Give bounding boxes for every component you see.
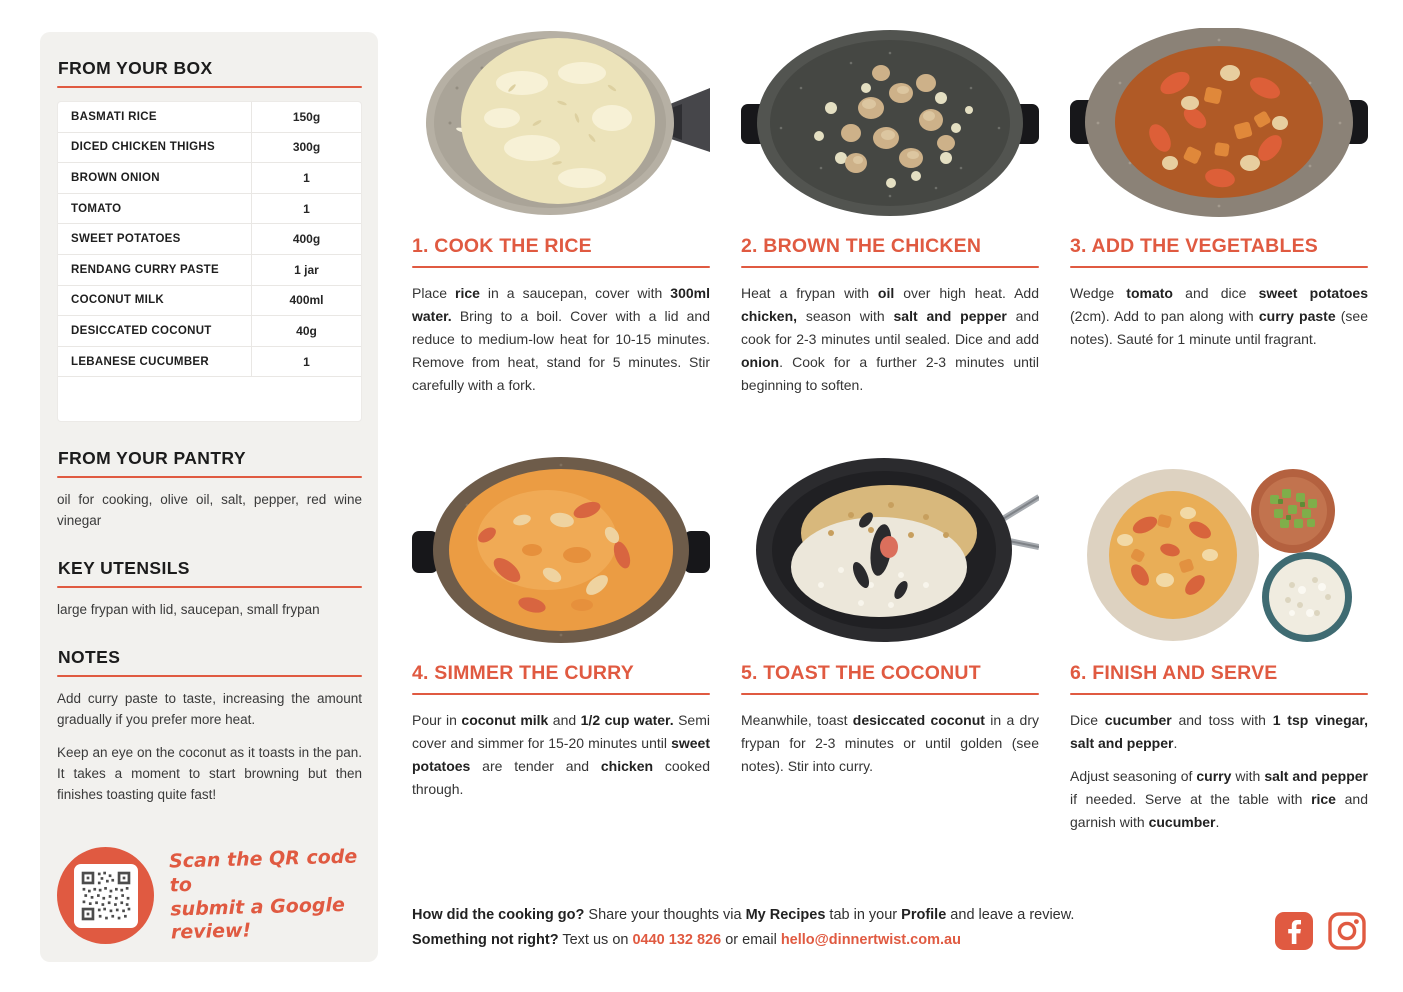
- text-segment: (2cm). Add to pan along with: [1070, 307, 1259, 324]
- text-segment: Dice: [1070, 712, 1105, 728]
- served-curry-bowls-photo: [1070, 455, 1368, 645]
- text-segment: season with: [797, 307, 894, 324]
- text-segment: tomato: [1126, 285, 1173, 301]
- text-segment: with: [1231, 767, 1265, 784]
- note-paragraph: Keep an eye on the coconut as it toasts in the pan. It takes a moment to start browning but then finishes toasting quite fast!: [57, 744, 362, 802]
- ingredient-name: DICED CHICKEN THIGHS: [71, 141, 216, 154]
- pot-curry-vegetables-photo: [1070, 28, 1368, 218]
- ingredient-name: COCONUT MILK: [71, 294, 165, 307]
- note-paragraph: Add curry paste to taste, increasing the amount gradually if you prefer more heat.: [57, 691, 362, 728]
- text-segment: .: [1173, 734, 1178, 751]
- section-rule: [57, 86, 362, 88]
- text-segment: and garnish with: [1070, 790, 1368, 830]
- notes-section: [57, 647, 362, 806]
- text-segment: Heat a frypan with: [741, 285, 878, 301]
- social-icons: [1274, 911, 1367, 951]
- text-segment: 1/2 cup water.: [580, 712, 674, 728]
- step-rule: [741, 693, 1039, 695]
- ingredient-row: [58, 102, 361, 133]
- ingredient-row: [58, 347, 361, 378]
- step-rule: [1070, 693, 1368, 695]
- text-segment: Meanwhile, toast: [741, 712, 853, 728]
- text-segment: cucumber: [1104, 712, 1172, 728]
- text-segment: Bring to a boil. Cover with a lid and reduce to medium-low heat for 10-15 minutes. Remove from heat, stand for 5 minutes. Stir carefully with a fork.: [412, 307, 710, 393]
- qr-text-line2: submit a Google review!: [170, 893, 346, 944]
- ingredient-qty: 1: [251, 347, 361, 377]
- step-5-title: 5. TOAST THE COCONUT: [741, 662, 981, 684]
- phone-link[interactable]: 0440 132 826: [632, 932, 722, 949]
- text-segment: over high heat. Add: [894, 285, 1039, 301]
- ingredient-row: [58, 133, 361, 164]
- text-segment: desiccated coconut: [852, 712, 985, 728]
- text-segment: curry: [1196, 767, 1232, 784]
- text-segment: tab in your: [825, 907, 902, 923]
- section-rule: [57, 586, 362, 588]
- photo-step-1: [412, 28, 710, 218]
- text-segment: rice: [1311, 790, 1336, 807]
- paragraph: [1070, 765, 1368, 834]
- text-segment: rice: [455, 285, 480, 301]
- frypan-chicken-photo: [741, 28, 1039, 218]
- text-segment: 300ml water.: [412, 285, 710, 324]
- text-segment: curry paste: [1258, 307, 1336, 324]
- qr-text-line1: Scan the QR code to: [168, 845, 358, 897]
- ingredient-name: DESICCATED COCONUT: [71, 324, 212, 337]
- text-segment: Something not right?: [412, 932, 559, 949]
- ingredient-row: [58, 224, 361, 255]
- ingredient-row: [58, 163, 361, 194]
- ingredient-name: BASMATI RICE: [71, 110, 157, 123]
- paragraph: [1070, 282, 1368, 351]
- step-1-instructions: [412, 282, 710, 397]
- ingredient-row: [58, 286, 361, 317]
- text-segment: Share your thoughts via: [584, 907, 746, 923]
- paragraph: [741, 282, 1039, 397]
- notes-text: [57, 689, 362, 806]
- step-6-instructions: [1070, 709, 1368, 834]
- ingredient-name: TOMATO: [71, 202, 122, 215]
- step-1-title: 1. COOK THE RICE: [412, 235, 592, 257]
- step-rule: [741, 266, 1039, 268]
- step-2: [741, 28, 1039, 455]
- step-rule: [1070, 266, 1368, 268]
- key-utensils-title: KEY UTENSILS: [58, 558, 190, 579]
- step-rule: [412, 693, 710, 695]
- ingredient-qty: 400ml: [251, 286, 361, 316]
- email-link[interactable]: hello@dinnertwist.com.au: [780, 932, 961, 949]
- step-2-instructions: [741, 282, 1039, 397]
- utensils-text: large frypan with lid, saucepan, small frypan: [57, 602, 320, 618]
- step-4-instructions: [412, 709, 710, 801]
- ingredient-qty: 1: [251, 163, 361, 193]
- paragraph: [1070, 709, 1368, 755]
- step-5: [741, 455, 1039, 834]
- ingredient-row: [58, 194, 361, 225]
- text-segment: Place: [412, 285, 456, 301]
- ingredient-row: [58, 316, 361, 347]
- facebook-icon[interactable]: [1274, 911, 1314, 951]
- photo-step-6: [1070, 455, 1368, 645]
- qr-code-icon: [79, 869, 133, 923]
- ingredient-qty: 1 jar: [251, 255, 361, 285]
- text-segment: and cook for 2-3 minutes until sealed. Dice and add: [741, 307, 1039, 347]
- paragraph: [412, 282, 710, 397]
- sidebar: [40, 32, 378, 962]
- qr-code: [74, 864, 138, 928]
- ingredient-qty: 150g: [251, 102, 361, 132]
- text-segment: are tender and: [470, 757, 601, 774]
- ingredient-row: [58, 255, 361, 286]
- text-segment: Adjust seasoning of: [1070, 767, 1197, 784]
- text-segment: . Cook for a further 2-3 minutes until beginning to soften.: [741, 353, 1039, 393]
- photo-step-5: [741, 455, 1039, 645]
- ingredient-name: LEBANESE CUCUMBER: [71, 355, 209, 368]
- photo-step-4: [412, 455, 710, 645]
- text-segment: sweet potatoes: [412, 734, 710, 774]
- text-segment: salt and pepper: [893, 307, 1007, 324]
- saucepan-rice-photo: [412, 28, 710, 218]
- text-segment: and: [548, 712, 581, 728]
- step-3-instructions: [1070, 282, 1368, 351]
- paragraph: [741, 709, 1039, 778]
- text-segment: salt and pepper: [1264, 767, 1368, 784]
- step-3-title: 3. ADD THE VEGETABLES: [1070, 235, 1318, 257]
- text-segment: oil: [877, 285, 895, 301]
- key-utensils-section: [57, 558, 362, 621]
- instagram-icon[interactable]: [1327, 911, 1367, 951]
- text-segment: if needed. Serve at the table with: [1070, 790, 1312, 807]
- qr-code-badge: [57, 847, 154, 944]
- step-rule: [412, 266, 710, 268]
- ingredient-qty: 400g: [251, 224, 361, 254]
- from-your-pantry-section: [57, 448, 362, 532]
- ingredient-name: BROWN ONION: [71, 171, 160, 184]
- text-segment: in a saucepan, cover with: [479, 285, 671, 301]
- qr-review-text: [169, 846, 363, 946]
- ingredient-qty: 1: [251, 194, 361, 224]
- text-segment: chicken,: [741, 307, 798, 324]
- ingredient-name: SWEET POTATOES: [71, 233, 181, 246]
- text-segment: or email: [721, 932, 781, 949]
- text-segment: coconut milk: [461, 712, 549, 728]
- footer-text: [412, 903, 1074, 954]
- text-segment: My Recipes: [745, 907, 826, 923]
- text-segment: and leave a review.: [946, 907, 1075, 923]
- step-6-title: 6. FINISH AND SERVE: [1070, 662, 1278, 684]
- section-rule: [57, 675, 362, 677]
- text-segment: cooked through.: [412, 757, 710, 797]
- text-segment: in a dry frypan for 2-3 minutes or until golden (see notes). Stir into curry.: [741, 712, 1039, 774]
- step-5-instructions: [741, 709, 1039, 778]
- footer-line-1: [412, 903, 1074, 928]
- text-segment: sweet potatoes: [1258, 285, 1368, 301]
- step-3: [1070, 28, 1368, 455]
- text-segment: and dice: [1172, 285, 1259, 301]
- text-segment: How did the cooking go?: [412, 907, 585, 923]
- qr-review-block: [57, 847, 362, 944]
- notes-title: NOTES: [58, 647, 121, 668]
- step-1: [412, 28, 710, 455]
- photo-step-3: [1070, 28, 1368, 218]
- from-your-box-title: FROM YOUR BOX: [58, 58, 213, 78]
- ingredients-table: [57, 101, 362, 422]
- ingredient-qty: 300g: [251, 133, 361, 163]
- pan-toasted-coconut-photo: [741, 455, 1039, 645]
- step-4: [412, 455, 710, 834]
- text-segment: onion: [741, 353, 780, 370]
- text-segment: and toss with: [1171, 712, 1273, 728]
- text-segment: Profile: [901, 907, 947, 923]
- paragraph: [412, 709, 710, 801]
- text-segment: chicken: [600, 757, 654, 774]
- pot-simmering-curry-photo: [412, 455, 710, 645]
- text-segment: (see notes). Sauté for 1 minute until fragrant.: [1070, 307, 1369, 347]
- from-your-pantry-title: FROM YOUR PANTRY: [58, 448, 246, 469]
- footer: [412, 903, 1367, 954]
- section-rule: [57, 476, 362, 478]
- step-6: [1070, 455, 1368, 834]
- step-4-title: 4. SIMMER THE CURRY: [412, 662, 634, 684]
- text-segment: .: [1215, 813, 1220, 830]
- ingredient-name: RENDANG CURRY PASTE: [71, 263, 219, 276]
- text-segment: 1 tsp vinegar, salt and pepper: [1070, 712, 1368, 751]
- text-segment: Text us on: [558, 932, 633, 949]
- step-2-title: 2. BROWN THE CHICKEN: [741, 235, 982, 257]
- text-segment: Pour in: [412, 712, 462, 728]
- pantry-text: oil for cooking, olive oil, salt, pepper, red wine vinegar: [57, 492, 362, 529]
- steps-grid: [412, 28, 1368, 834]
- text-segment: Wedge: [1070, 285, 1127, 301]
- text-segment: cucumber: [1148, 813, 1216, 830]
- photo-step-2: [741, 28, 1039, 218]
- from-your-box-section: [57, 58, 362, 422]
- ingredient-qty: 40g: [251, 316, 361, 346]
- text-segment: Semi cover and simmer for 15-20 minutes until: [412, 712, 710, 751]
- footer-line-2: [412, 928, 1074, 953]
